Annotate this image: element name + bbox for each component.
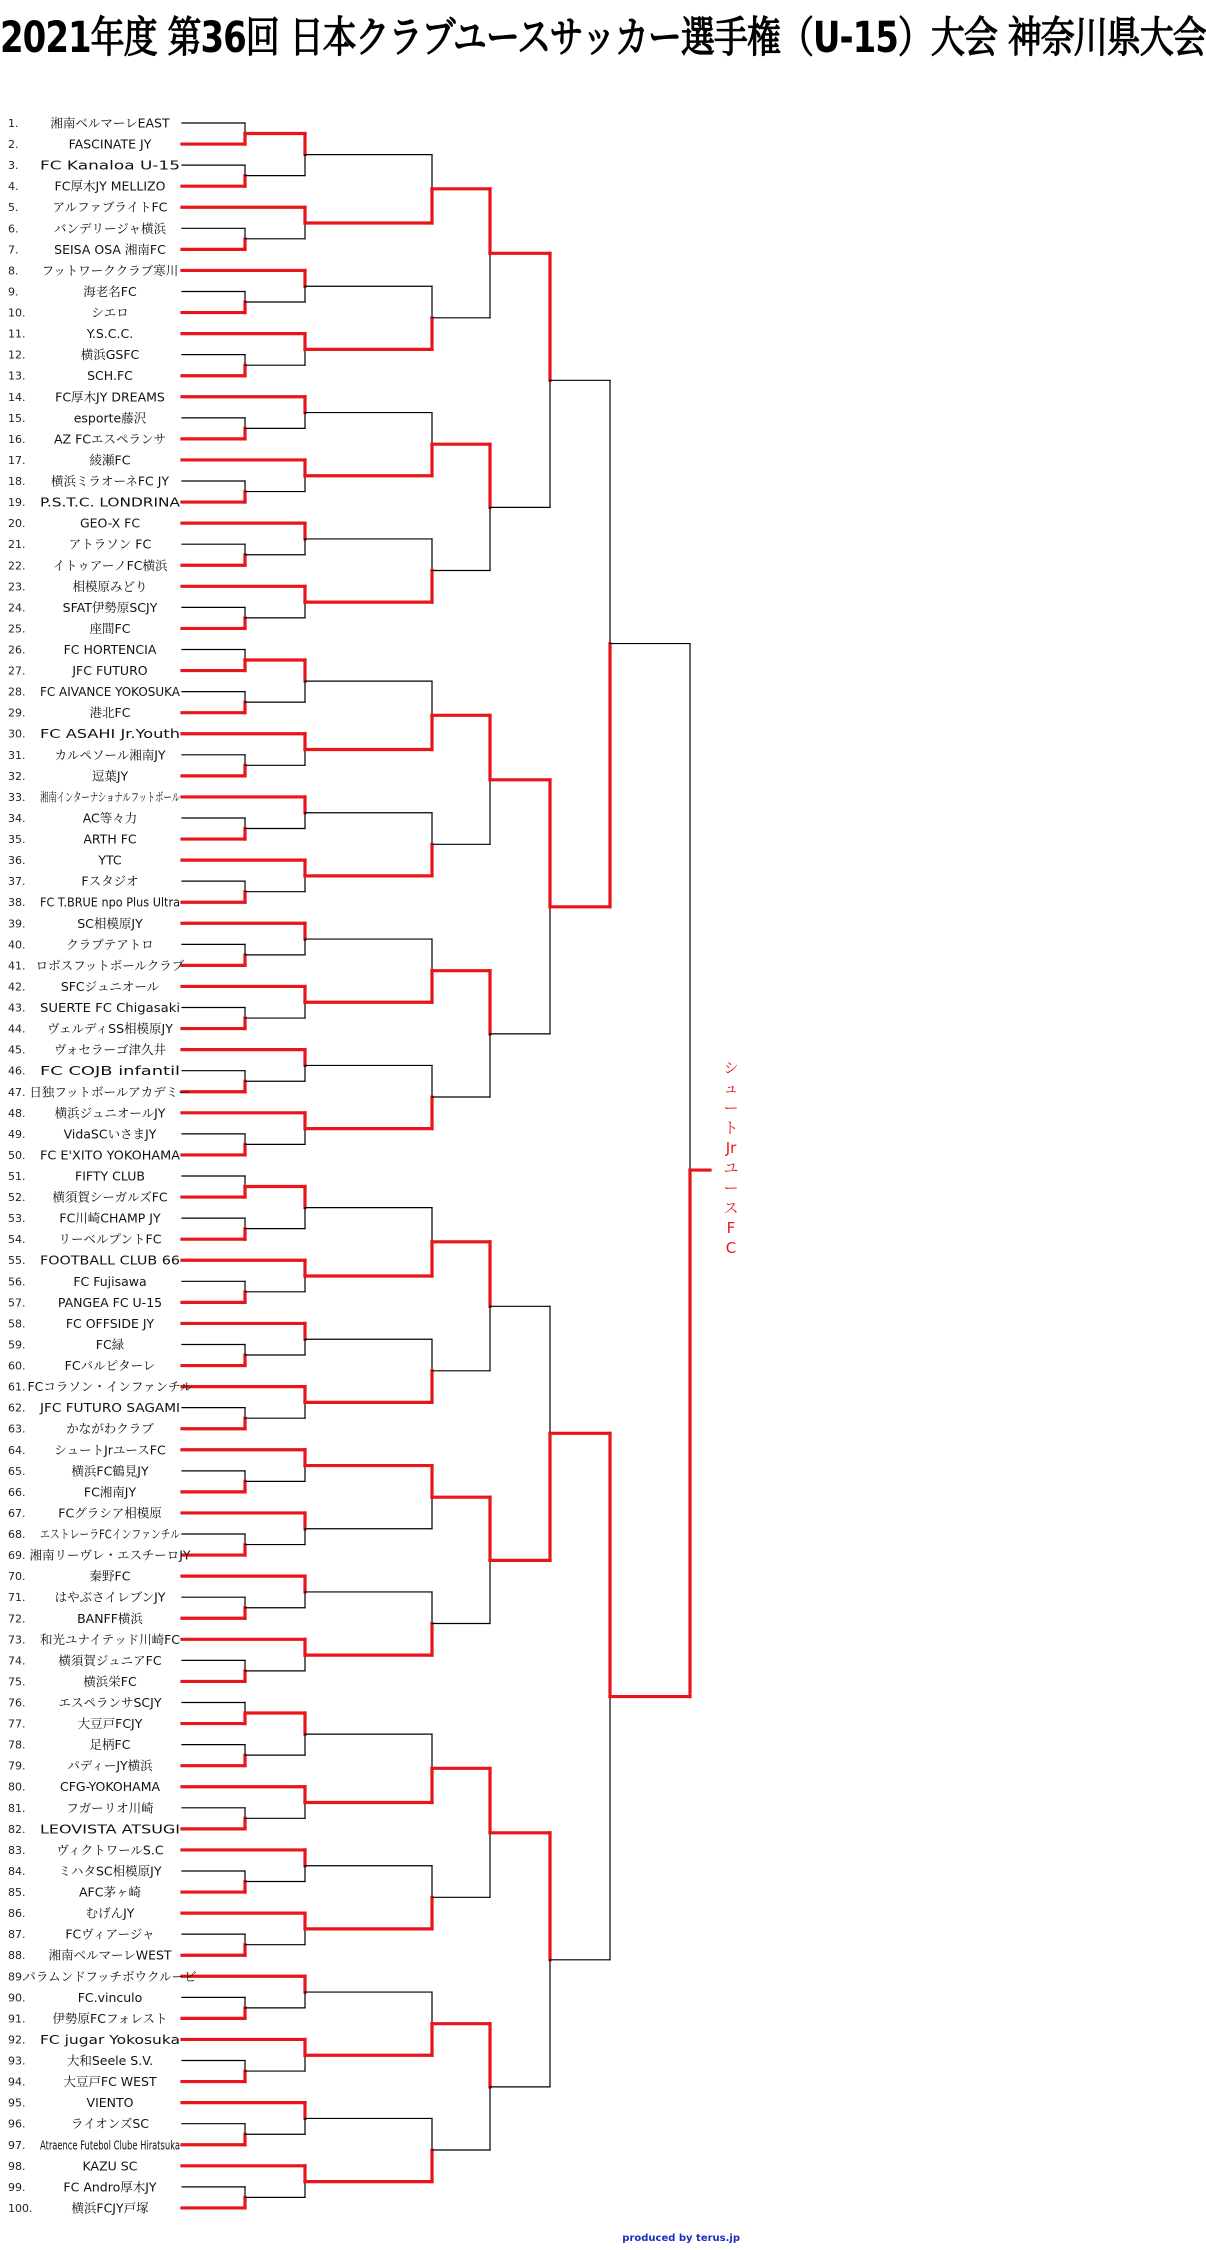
- team-number: 73.: [8, 1633, 26, 1647]
- team-name: FC Kanaloa U-15: [40, 157, 180, 173]
- team-number: 87.: [8, 1928, 26, 1942]
- team-name: FOOTBALL CLUB 66: [40, 1252, 181, 1268]
- team-number: 80.: [8, 1780, 26, 1794]
- team-number: 22.: [8, 559, 26, 573]
- team-name: FC湘南JY: [83, 1484, 137, 1500]
- team-name: 湘南インターナショナルフットボール: [40, 789, 181, 805]
- team-number: 23.: [8, 580, 26, 594]
- team-number: 41.: [8, 959, 26, 973]
- team-number: 40.: [8, 938, 26, 952]
- team-name: アルファブライトFC: [52, 199, 168, 215]
- champion-label: シュートJrユースFC: [723, 1059, 739, 1257]
- team-number: 74.: [8, 1654, 26, 1668]
- team-name: FC ASAHI Jr.Youth: [40, 726, 180, 742]
- team-number: 35.: [8, 833, 26, 847]
- team-number: 81.: [8, 1801, 26, 1815]
- team-name: PANGEA FC U-15: [57, 1294, 163, 1310]
- team-number: 88.: [8, 1949, 26, 1963]
- team-name: リーベルプントFC: [58, 1231, 162, 1247]
- team-number: 16.: [8, 432, 26, 446]
- team-number: 94.: [8, 2075, 26, 2089]
- team-name: KAZU SC: [82, 2158, 138, 2174]
- team-number: 30.: [8, 727, 26, 741]
- team-number: 10.: [8, 306, 26, 320]
- team-name: 座間FC: [89, 620, 131, 636]
- team-number: 60.: [8, 1359, 26, 1373]
- team-number: 90.: [8, 1991, 26, 2005]
- team-name: エストレーラFCインファンチル: [40, 1526, 181, 1542]
- team-name: アトラソン FC: [68, 536, 152, 552]
- team-number: 69.: [8, 1549, 26, 1563]
- team-number: 77.: [8, 1717, 26, 1731]
- team-name: FCパルピターレ: [64, 1358, 156, 1374]
- team-number: 26.: [8, 643, 26, 657]
- team-number: 44.: [8, 1022, 26, 1036]
- team-number: 85.: [8, 1886, 26, 1900]
- team-name: SC相模原JY: [77, 915, 143, 931]
- team-name: AC等々力: [82, 810, 138, 826]
- team-number: 79.: [8, 1759, 26, 1773]
- team-number: 52.: [8, 1191, 26, 1205]
- team-name: かながわクラブ: [66, 1421, 154, 1437]
- team-name: FCコラソン・インファンチル: [27, 1379, 193, 1395]
- team-name: フットワーククラブ寒川: [41, 262, 179, 278]
- team-name: VidaSCいさまJY: [63, 1126, 157, 1142]
- team-number: 3.: [8, 159, 19, 173]
- team-name: ロボスフットボールクラブ: [35, 957, 185, 973]
- team-name: GEO-X FC: [79, 515, 141, 531]
- team-name: FCグラシア相模原: [58, 1505, 162, 1521]
- team-name: 秦野FC: [89, 1568, 131, 1584]
- team-number: 1.: [8, 117, 19, 130]
- team-number: 19.: [8, 496, 26, 510]
- team-name: CFG-YOKOHAMA: [59, 1779, 161, 1795]
- team-name: JFC FUTURO: [72, 663, 148, 679]
- team-number: 66.: [8, 1485, 26, 1499]
- team-name: JFC FUTURO SAGAMI: [38, 1400, 180, 1416]
- team-number: 71.: [8, 1591, 26, 1605]
- team-name: 大豆戸FC WEST: [63, 2074, 157, 2090]
- team-number: 78.: [8, 1738, 26, 1752]
- team-name: パラムンドフッチボウクルービ: [23, 1968, 197, 1984]
- team-number: 4.: [8, 180, 19, 194]
- team-name: SCH.FC: [87, 368, 133, 384]
- team-name: 横浜ジュニオールJY: [54, 1105, 166, 1121]
- team-number: 20.: [8, 517, 26, 531]
- team-name: 横浜FCJY戸塚: [71, 2200, 149, 2216]
- team-number: 70.: [8, 1570, 26, 1584]
- team-name: 湘南ベルマーレEAST: [50, 115, 170, 131]
- team-number: 49.: [8, 1127, 26, 1141]
- team-name: FASCINATE JY: [68, 136, 152, 152]
- team-number: 25.: [8, 622, 26, 636]
- team-number: 99.: [8, 2180, 26, 2194]
- team-name: ヴィクトワールS.C: [56, 1842, 164, 1858]
- team-number: 61.: [8, 1380, 26, 1394]
- team-name: FC川崎CHAMP JY: [59, 1210, 161, 1226]
- team-number: 28.: [8, 685, 26, 699]
- team-name: FC.vinculo: [77, 1989, 143, 2005]
- team-number: 67.: [8, 1506, 26, 1520]
- team-name: esporte藤沢: [73, 410, 147, 426]
- team-number: 47.: [8, 1085, 26, 1099]
- team-number: 27.: [8, 664, 26, 678]
- team-number: 2.: [8, 138, 19, 152]
- team-name: FCヴィアージャ: [65, 1926, 155, 1942]
- team-number: 76.: [8, 1696, 26, 1710]
- team-name: FC AIVANCE YOKOSUKA: [40, 684, 181, 700]
- team-number: 54.: [8, 1233, 26, 1247]
- team-number: 24.: [8, 601, 26, 615]
- team-name: FC Fujisawa: [73, 1273, 147, 1289]
- team-number: 68.: [8, 1528, 26, 1542]
- team-name: シュートJrユースFC: [54, 1442, 166, 1458]
- team-number: 82.: [8, 1822, 26, 1836]
- bracket-lines: [182, 123, 710, 2208]
- team-name: 横浜栄FC: [83, 1673, 137, 1689]
- credit-text: produced by terus.jp: [622, 2233, 740, 2244]
- team-name: AZ FCエスペランサ: [53, 431, 167, 447]
- team-number: 72.: [8, 1612, 26, 1626]
- team-name: 大豆戸FCJY: [77, 1716, 143, 1732]
- team-number: 53.: [8, 1212, 26, 1226]
- team-number: 93.: [8, 2054, 26, 2068]
- team-number: 29.: [8, 706, 26, 720]
- team-number: 12.: [8, 348, 26, 362]
- team-number: 51.: [8, 1170, 26, 1183]
- team-name: ミハタSC相模原JY: [58, 1863, 162, 1879]
- team-name: 海老名FC: [83, 283, 137, 299]
- team-name: 横須賀シーガルズFC: [52, 1189, 168, 1205]
- team-number: 17.: [8, 453, 26, 467]
- team-list: [8, 116, 197, 2216]
- team-number: 98.: [8, 2159, 26, 2173]
- team-name: フガーリオ川崎: [66, 1800, 154, 1816]
- team-name: BANFF横浜: [77, 1610, 143, 1626]
- team-name: 横須賀ジュニアFC: [58, 1652, 162, 1668]
- team-name: Atraence Futebol Clube Hiratsuka: [40, 2137, 180, 2153]
- team-number: 55.: [8, 1254, 26, 1268]
- team-number: 89.: [8, 1970, 26, 1984]
- team-number: 18.: [8, 475, 26, 489]
- team-name: 港北FC: [89, 705, 131, 721]
- team-number: 62.: [8, 1401, 26, 1415]
- team-number: 38.: [8, 896, 26, 910]
- team-name: Fスタジオ: [81, 873, 139, 889]
- team-number: 50.: [8, 1148, 26, 1162]
- team-number: 83.: [8, 1843, 26, 1857]
- team-number: 11.: [8, 327, 26, 341]
- team-name: 足柄FC: [89, 1737, 131, 1753]
- team-number: 65.: [8, 1464, 26, 1478]
- team-name: SUERTE FC Chigasaki: [40, 1000, 180, 1016]
- team-name: ヴェルディSS相模原JY: [47, 1021, 173, 1037]
- team-name: 逗葉JY: [91, 768, 129, 784]
- team-name: FIFTY CLUB: [75, 1168, 145, 1184]
- team-name: バンデリージャ横浜: [53, 220, 167, 236]
- team-number: 58.: [8, 1317, 26, 1331]
- team-number: 56.: [8, 1275, 26, 1289]
- team-number: 6.: [8, 222, 19, 236]
- team-number: 84.: [8, 1864, 26, 1878]
- team-name: ARTH FC: [83, 831, 137, 847]
- team-number: 9.: [8, 285, 19, 299]
- team-name: 湘南リーヴレ・エスチーロJY: [29, 1547, 191, 1563]
- team-name: FC jugar Yokosuka: [40, 2031, 180, 2047]
- team-name: クラブテアトロ: [66, 936, 154, 952]
- team-name: カルペソール湘南JY: [54, 747, 166, 763]
- team-name: 伊勢原FCフォレスト: [52, 2010, 168, 2026]
- team-name: むげんJY: [85, 1905, 135, 1921]
- team-number: 64.: [8, 1443, 26, 1457]
- team-name: FC HORTENCIA: [63, 642, 157, 657]
- team-name: FC Andro厚木JY: [63, 2179, 157, 2195]
- team-name: FC厚木JY MELLIZO: [54, 178, 166, 194]
- team-name: 和光ユナイテッド川崎FC: [39, 1631, 181, 1647]
- team-name: パディーJY横浜: [67, 1758, 153, 1774]
- team-name: 日独フットボールアカデミー: [29, 1084, 191, 1100]
- team-name: 綾瀬FC: [89, 452, 131, 468]
- team-number: 32.: [8, 769, 26, 783]
- team-number: 97.: [8, 2138, 26, 2152]
- team-name: イトゥアーノFC横浜: [52, 557, 168, 573]
- team-name: ヴォセラーゴ津久井: [53, 1042, 167, 1058]
- team-number: 7.: [8, 243, 19, 257]
- team-number: 5.: [8, 201, 19, 215]
- team-name: FC厚木JY DREAMS: [55, 389, 165, 405]
- team-number: 39.: [8, 917, 26, 931]
- team-name: FC COJB infantil: [40, 1063, 180, 1079]
- team-number: 96.: [8, 2117, 26, 2131]
- team-name: VIENTO: [86, 2095, 134, 2111]
- team-number: 43.: [8, 1001, 26, 1015]
- team-name: はやぶさイレブンJY: [54, 1589, 166, 1605]
- team-name: FC緑: [95, 1336, 125, 1352]
- team-number: 45.: [8, 1043, 26, 1057]
- team-name: AFC茅ヶ崎: [79, 1884, 141, 1900]
- team-name: 大和Seele S.V.: [66, 2053, 154, 2069]
- team-number: 48.: [8, 1106, 26, 1120]
- team-number: 86.: [8, 1907, 26, 1921]
- team-number: 75.: [8, 1675, 26, 1689]
- team-number: 31.: [8, 748, 26, 762]
- team-number: 15.: [8, 411, 26, 425]
- team-number: 92.: [8, 2033, 26, 2047]
- team-name: シエロ: [91, 305, 129, 321]
- team-number: 95.: [8, 2096, 26, 2110]
- team-name: SFCジュニオール: [60, 978, 160, 994]
- team-number: 21.: [8, 538, 26, 552]
- team-name: ライオンズSC: [70, 2116, 150, 2132]
- team-name: YTC: [98, 852, 122, 868]
- team-name: FC E'XITO YOKOHAMA: [40, 1147, 181, 1163]
- team-number: 37.: [8, 875, 26, 889]
- team-name: SFAT伊勢原SCJY: [62, 599, 158, 615]
- team-name: 横浜FC鶴見JY: [71, 1463, 149, 1479]
- team-number: 100.: [8, 2201, 33, 2215]
- team-name: P.S.T.C. LONDRINA: [40, 494, 181, 510]
- team-number: 33.: [8, 790, 26, 804]
- team-name: 横浜ミラオーネFC JY: [50, 473, 170, 489]
- team-number: 34.: [8, 811, 26, 825]
- team-name: FC T.BRUE npo Plus Ultra: [40, 894, 180, 910]
- team-number: 14.: [8, 390, 26, 404]
- team-name: SEISA OSA 湘南FC: [54, 241, 166, 257]
- team-name: FC OFFSIDE JY: [65, 1315, 155, 1331]
- team-name: 横浜GSFC: [80, 347, 140, 363]
- team-number: 13.: [8, 369, 26, 383]
- team-number: 8.: [8, 264, 19, 278]
- team-number: 46.: [8, 1064, 26, 1078]
- team-number: 91.: [8, 2012, 26, 2026]
- team-name: LEOVISTA ATSUGI: [40, 1821, 180, 1837]
- team-name: エスペランサSCJY: [58, 1695, 162, 1710]
- page-title: 2021年度 第36回 日本クラブユースサッカー選手権（U-15）大会 神奈川県大会: [0, 13, 1206, 63]
- team-name: Y.S.C.C.: [86, 326, 134, 342]
- team-number: 63.: [8, 1422, 26, 1436]
- team-number: 42.: [8, 980, 26, 994]
- team-number: 59.: [8, 1338, 26, 1352]
- team-number: 36.: [8, 854, 26, 868]
- team-number: 57.: [8, 1296, 26, 1310]
- team-name: 湘南ベルマーレWEST: [48, 1947, 172, 1963]
- team-name: 相模原みどり: [72, 578, 148, 594]
